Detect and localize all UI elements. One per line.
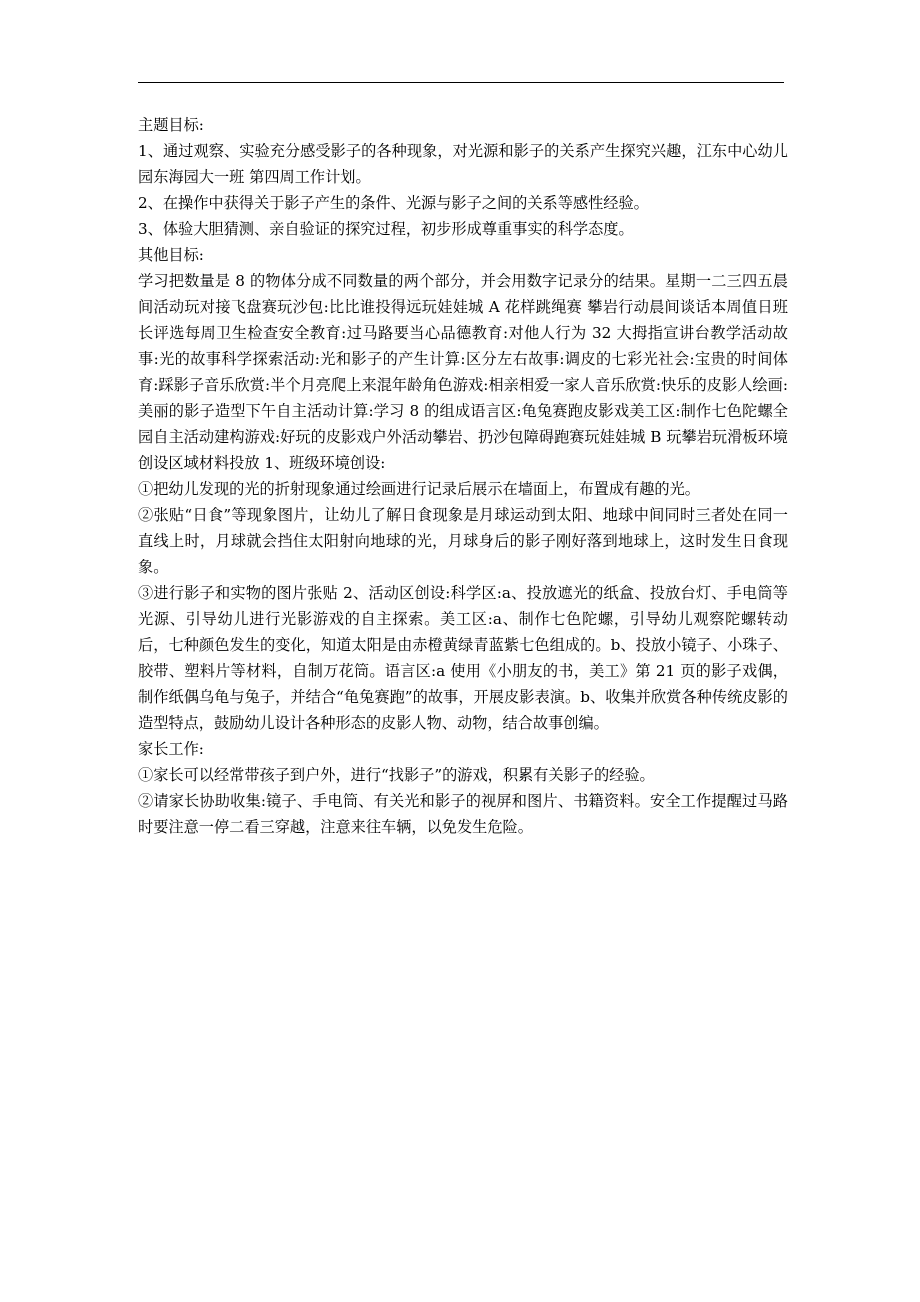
- environment-item-2: ②张贴“日食”等现象图片，让幼儿了解日食现象是月球运动到太阳、地球中间同时三者处在同一直线上时，月球就会挡住太阳射向地球的光，月球身后的影子刚好落到地球上，这时发生日食现象。: [138, 506, 788, 576]
- other-goal-heading: 其他目标:: [138, 246, 204, 264]
- document-body: [138, 112, 788, 840]
- theme-goal-3: 3、体验大胆猜测、亲自验证的探究过程，初步形成尊重事实的科学态度。: [138, 220, 634, 238]
- header-rule: [138, 82, 784, 83]
- environment-item-3: ③进行影子和实物的图片张贴 2、活动区创设:科学区:a、投放遮光的纸盒、投放台灯、手电筒等光源、引导幼儿进行光影游戏的自主探索。美工区:a、制作七色陀螺，引导幼儿观察陀螺转动后，七种颜色发生的变化，知道太阳是由赤橙黄绿青蓝紫七色组成的。b、投放小镜子、小珠子、胶带、塑料片等材料，自制万花筒。语言区:a 使用《小朋友的书，美工》第 21 页的影子戏偶，制作纸偶乌龟与兔子，并结合“龟兔赛跑”的故事，开展皮影表演。b、收集并欣赏各种传统皮影的造型特点，鼓励幼儿设计各种形态的皮影人物、动物，结合故事创编。: [138, 584, 788, 732]
- parent-work-heading: 家长工作:: [138, 740, 204, 758]
- other-goal-body: 学习把数量是 8 的物体分成不同数量的两个部分，并会用数字记录分的结果。星期一二三四五晨间活动玩对接飞盘赛玩沙包:比比谁投得远玩娃娃城 A 花样跳绳赛 攀岩行动晨间谈话本周值日班长评选每周卫生检查安全教育:过马路要当心品德教育:对他人行为 32 大拇指宣讲台教学活动故事:光的故事科学探索活动:光和影子的产生计算:区分左右故事:调皮的七彩光社会:宝贵的时间体育:踩影子音乐欣赏:半个月亮爬上来混年龄角色游戏:相亲相爱一家人音乐欣赏:快乐的皮影人绘画:美丽的影子造型下午自主活动计算:学习 8 的组成语言区:龟兔赛跑皮影戏美工区:制作七色陀螺全园自主活动建构游戏:好玩的皮影戏户外活动攀岩、扔沙包障碍跑赛玩娃娃城 B 玩攀岩玩滑板环境创设区域材料投放 1、班级环境创设:: [138, 272, 788, 472]
- environment-item-1: ①把幼儿发现的光的折射现象通过绘画进行记录后展示在墙面上，布置成有趣的光。: [138, 480, 700, 498]
- theme-goal-2: 2、在操作中获得关于影子产生的条件、光源与影子之间的关系等感性经验。: [138, 194, 649, 212]
- theme-goal-heading: 主题目标:: [138, 116, 204, 134]
- theme-goal-1: 1、通过观察、实验充分感受影子的各种现象，对光源和影子的关系产生探究兴趣，江东中心幼儿园东海园大一班 第四周工作计划。: [138, 142, 788, 186]
- parent-work-item-1: ①家长可以经常带孩子到户外，进行“找影子”的游戏，积累有关影子的经验。: [138, 766, 655, 784]
- parent-work-item-2: ②请家长协助收集:镜子、手电筒、有关光和影子的视屏和图片、书籍资料。安全工作提醒过马路时要注意一停二看三穿越，注意来往车辆，以免发生危险。: [138, 792, 788, 836]
